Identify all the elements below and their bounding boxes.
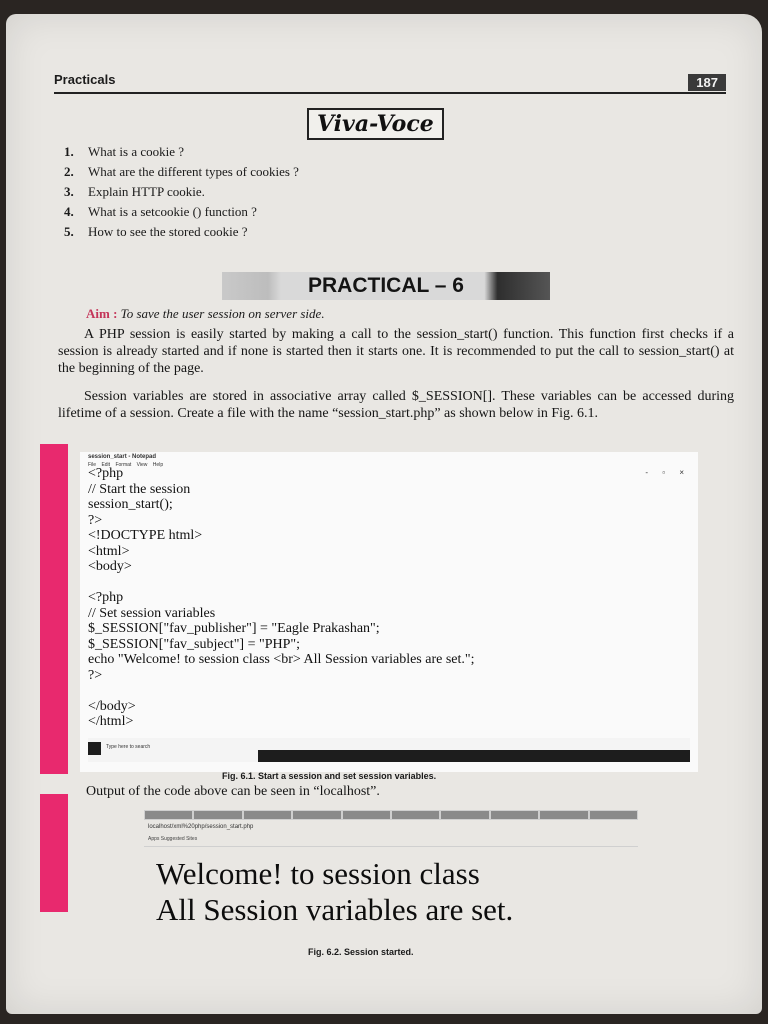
taskbar-search: Type here to search — [106, 744, 151, 750]
menu-bar: File Edit Format View Help — [88, 462, 164, 468]
question-number: 3. — [64, 184, 74, 199]
accent-bar — [40, 444, 68, 774]
question-text: Explain HTTP cookie. — [88, 184, 205, 199]
browser-tab — [441, 811, 488, 819]
browser-output — [156, 856, 513, 928]
php-code: <?php // Start the session session_start(); ?> <!DOCTYPE html> <html> <body> <?php // Set session variables $_SESSION["fav_publisher"] = "Eagle Prakashan"; $_SESSION["fav_subject"] = "PHP"; echo "Welcome! to session class <br> All Session variables are set."; ?> </body> </html> — [88, 466, 475, 729]
windows-icon — [88, 742, 101, 755]
question-number: 5. — [64, 224, 74, 239]
question-text: What are the different types of cookies ? — [88, 164, 299, 179]
paragraph-session-start: A PHP session is easily started by making a call to the session_start() function. This function first checks if a session is already started and if none is started then it starts one. It is recommended to put the call to session_start() at the beginning of the page. — [58, 327, 734, 376]
accent-bar — [40, 794, 68, 912]
aim-text: To save the user session on server side. — [120, 306, 325, 321]
page-number: 187 — [688, 74, 726, 91]
viva-voce-heading: Viva-Voce — [307, 108, 444, 140]
question-text: What is a cookie ? — [88, 144, 185, 159]
window-title: session_start - Notepad — [88, 454, 157, 460]
browser-tab — [590, 811, 637, 819]
page-header — [54, 62, 726, 96]
section-title: Practicals — [54, 72, 116, 87]
question-number: 4. — [64, 204, 74, 219]
practical-title: PRACTICAL – 6 — [308, 274, 464, 297]
browser-tab — [145, 811, 192, 819]
window-controls: - ▫ × — [645, 468, 690, 477]
textbook-page — [6, 14, 762, 1014]
notepad-screenshot — [80, 452, 698, 772]
browser-tab — [491, 811, 538, 819]
bookmarks-bar: Apps Suggested Sites — [148, 836, 198, 842]
aim-line — [86, 306, 325, 322]
browser-tab — [392, 811, 439, 819]
browser-tab — [244, 811, 291, 819]
list-item — [64, 142, 484, 162]
list-item — [64, 222, 484, 242]
taskbar — [88, 738, 690, 762]
browser-divider — [144, 846, 638, 847]
list-item — [64, 162, 484, 182]
paragraph-session-variables: Session variables are stored in associative array called $_SESSION[]. These variables can be accessed during lifetime of a session. Create a file with the name “session_start.php” as shown below in Fig. 6.1. — [58, 389, 734, 421]
list-item — [64, 202, 484, 222]
list-item — [64, 182, 484, 202]
question-number: 1. — [64, 144, 74, 159]
figure-caption: Fig. 6.2. Session started. — [308, 947, 414, 957]
practical-banner — [222, 272, 550, 300]
question-text: What is a setcookie () function ? — [88, 204, 257, 219]
browser-tab — [343, 811, 390, 819]
taskbar-strip — [258, 750, 690, 762]
header-rule — [54, 92, 726, 94]
figure-caption: Fig. 6.1. Start a session and set session variables. — [222, 771, 437, 781]
browser-tab — [293, 811, 340, 819]
output-line-2: All Session variables are set. — [156, 892, 514, 927]
question-list — [64, 142, 484, 242]
question-number: 2. — [64, 164, 74, 179]
question-text: How to see the stored cookie ? — [88, 224, 248, 239]
browser-tab — [540, 811, 587, 819]
browser-tab — [194, 811, 241, 819]
address-bar: localhost/xml%20php/session_start.php — [148, 824, 254, 830]
output-sentence: Output of the code above can be seen in “localhost”. — [86, 784, 380, 799]
browser-tabs — [144, 810, 638, 820]
output-line-1: Welcome! to session class — [156, 856, 480, 891]
aim-label: Aim : — [86, 306, 118, 321]
